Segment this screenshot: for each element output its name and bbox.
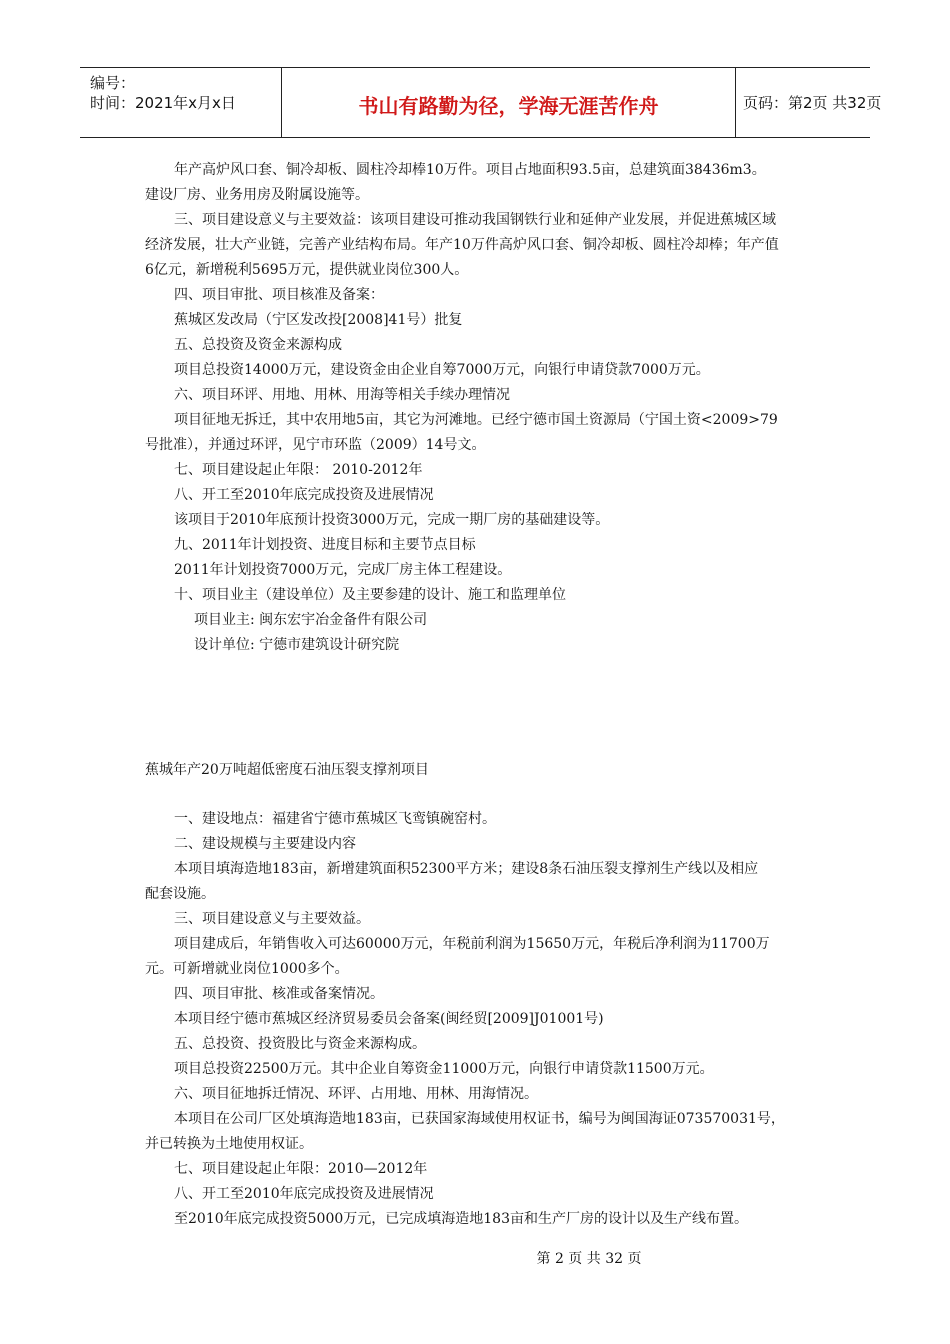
header-motto: 书山有路勤为径，学海无涯苦作舟 xyxy=(358,94,659,118)
document-code-label: 编号： xyxy=(90,74,136,92)
text-line: 至2010年底完成投资5000万元，已完成填海造地183亩和生产厂房的设计以及生产线布置。 xyxy=(174,1211,748,1227)
text-line: 并已转换为土地使用权证。 xyxy=(145,1136,313,1152)
text-line: 项目建成后，年销售收入可达60000万元，年税前利润为15650万元，年税后净利润为11700万 xyxy=(174,936,770,952)
text-line: 六、项目环评、用地、用林、用海等相关手续办理情况 xyxy=(174,387,510,403)
text-line: 七、项目建设起止年限：2010—2012年 xyxy=(174,1161,428,1177)
page-footer xyxy=(0,1248,950,1268)
text-line: 建设厂房、业务用房及附属设施等。 xyxy=(145,187,369,203)
text-line: 五、总投资及资金来源构成 xyxy=(174,337,342,353)
text-line: 本项目填海造地183亩，新增建筑面积52300平方米；建设8条石油压裂支撑剂生产线以及相应 xyxy=(174,861,759,877)
text-line: 项目总投资14000万元，建设资金由企业自筹7000万元，向银行申请贷款7000万元。 xyxy=(174,362,710,378)
text-line: 九、2011年计划投资、进度目标和主要节点目标 xyxy=(174,537,476,553)
text-line: 蕉城区发改局（宁区发改投[2008]41号）批复 xyxy=(174,312,463,328)
page-number: 第 2 页 共 32 页 xyxy=(536,1251,642,1267)
document-date: 时间：2021年x月x日 xyxy=(90,94,236,112)
text-line: 2011年计划投资7000万元，完成厂房主体工程建设。 xyxy=(174,562,512,578)
text-line: 本项目在公司厂区处填海造地183亩，已获国家海域使用权证书，编号为闽国海证073570031号， xyxy=(174,1111,785,1127)
section-title: 蕉城年产20万吨超低密度石油压裂支撑剂项目 xyxy=(145,762,429,778)
text-line: 元。可新增就业岗位1000多个。 xyxy=(145,961,349,977)
header-left-cell xyxy=(80,68,281,137)
text-line: 项目征地无拆迁，其中农用地5亩，其它为河滩地。已经宁德市国土资源局（宁国土资<2009>79 xyxy=(174,412,778,428)
text-line: 六、项目征地拆迁情况、环评、占用地、用林、用海情况。 xyxy=(174,1086,538,1102)
text-line: 三、项目建设意义与主要效益。 xyxy=(174,911,370,927)
text-line: 三、项目建设意义与主要效益：该项目建设可推动我国钢铁行业和延伸产业发展，并促进蕉城区域 xyxy=(174,212,776,228)
text-line: 项目业主: 闽东宏宇冶金备件有限公司 xyxy=(194,612,428,628)
header-center-cell xyxy=(281,68,736,137)
header-right-cell xyxy=(735,68,882,137)
text-line: 6亿元，新增税利5695万元，提供就业岗位300人。 xyxy=(145,262,469,278)
text-line: 本项目经宁德市蕉城区经济贸易委员会备案(闽经贸[2009]J01001号) xyxy=(174,1011,604,1027)
text-line: 七、项目建设起止年限： 2010-2012年 xyxy=(174,462,423,478)
text-line: 号批准），并通过环评，见宁市环监（2009）14号文。 xyxy=(145,437,486,453)
header-page-code: 页码：第2页 共32页 xyxy=(743,94,882,112)
text-line: 十、项目业主（建设单位）及主要参建的设计、施工和监理单位 xyxy=(174,587,566,603)
text-line: 配套设施。 xyxy=(145,886,215,902)
text-line: 经济发展，壮大产业链，完善产业结构布局。年产10万件高炉风口套、铜冷却板、圆柱冷却棒；年产值 xyxy=(145,237,779,253)
text-line: 项目总投资22500万元。其中企业自筹资金11000万元，向银行申请贷款11500万元。 xyxy=(174,1061,714,1077)
text-line: 四、项目审批、核准或备案情况。 xyxy=(174,986,384,1002)
text-line: 八、开工至2010年底完成投资及进展情况 xyxy=(174,487,434,503)
text-line: 一、建设地点：福建省宁德市蕉城区飞鸾镇碗窑村。 xyxy=(174,811,496,827)
text-line: 该项目于2010年底预计投资3000万元，完成一期厂房的基础建设等。 xyxy=(174,512,610,528)
text-line: 二、建设规模与主要建设内容 xyxy=(174,836,356,852)
text-line: 设计单位: 宁德市建筑设计研究院 xyxy=(194,637,400,653)
page-header xyxy=(80,67,882,138)
text-line: 四、项目审批、项目核准及备案： xyxy=(174,287,384,303)
text-line: 八、开工至2010年底完成投资及进展情况 xyxy=(174,1186,434,1202)
text-line: 五、总投资、投资股比与资金来源构成。 xyxy=(174,1036,426,1052)
text-line: 年产高炉风口套、铜冷却板、圆柱冷却棒10万件。项目占地面积93.5亩，总建筑面38436m3。 xyxy=(174,162,766,178)
